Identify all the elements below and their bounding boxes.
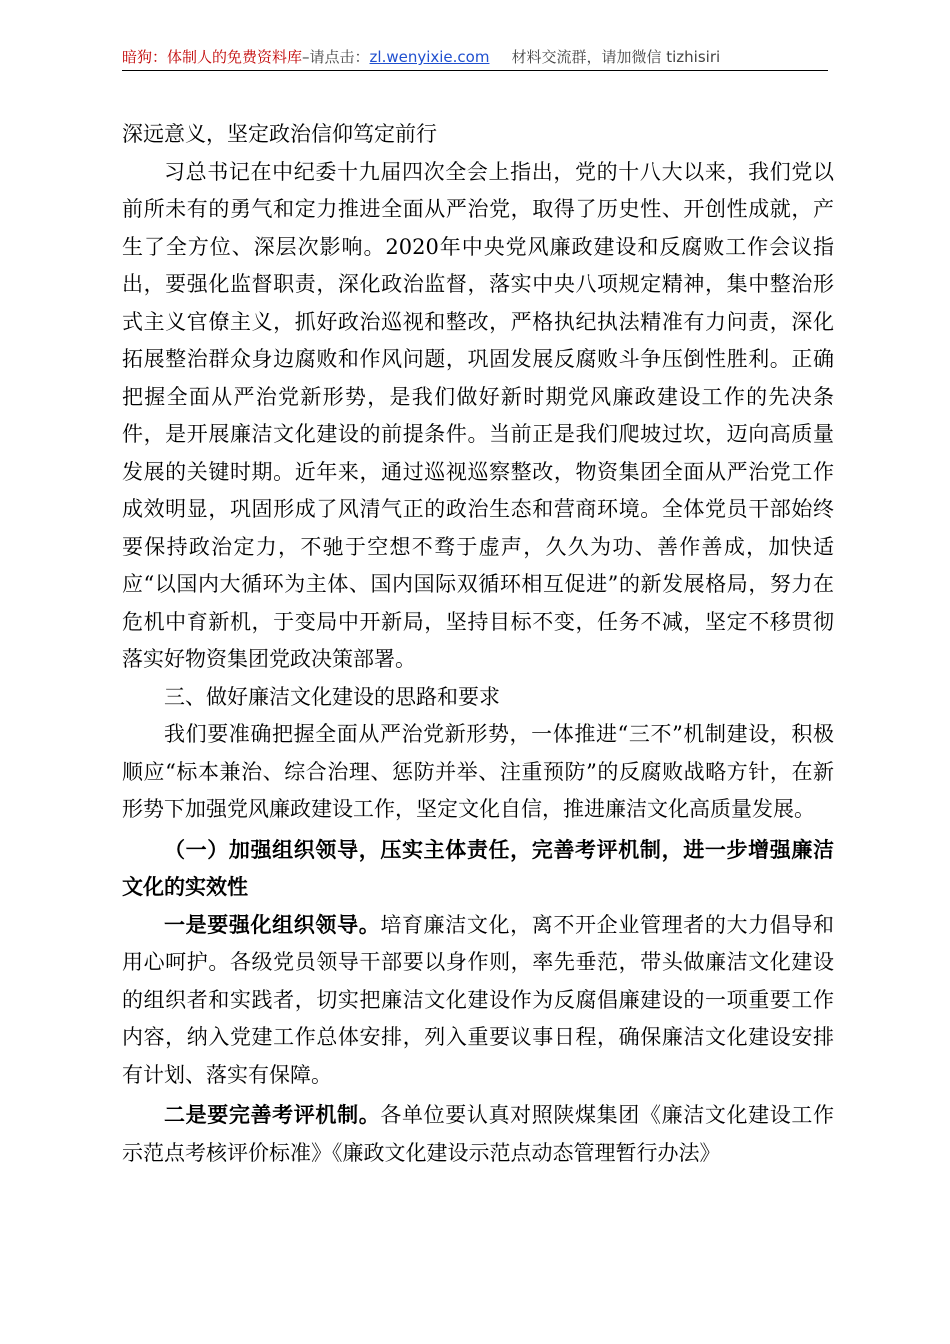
header-brand: 暗狗：体制人的免费资料库 (122, 48, 303, 66)
paragraph-item-2 (122, 1096, 834, 1172)
section-heading-3: 三、做好廉洁文化建设的思路和要求 (164, 684, 500, 709)
paragraph-item-1 (122, 906, 834, 1095)
document-body (122, 116, 834, 1172)
header-link[interactable]: zl.wenyixie.com (369, 48, 490, 66)
header-prompt: –请点击： (302, 48, 370, 66)
paragraph-situation: 习总书记在中纪委十九届四次全会上指出，党的十八大以来，我们党以前所未有的勇气和定力推进全面从严治党，取得了历史性、开创性成就，产生了全方位、深层次影响。2020年中央党风廉政建设和反腐败工作会议指出，要强化监督职责，深化政治监督，落实中央八项规定精神，集中整治形式主义官僚主义，抓好政治巡视和整改，严格执纪执法精准有力问责，深化拓展整治群众身边腐败和作风问题，巩固发展反腐败斗争压倒性胜利。正确把握全面从严治党新形势，是我们做好新时期党风廉政建设工作的先决条件，是开展廉洁文化建设的前提条件。当前正是我们爬坡过坎，迈向高质量发展的关键时期。近年来，通过巡视巡察整改，物资集团全面从严治党工作成效明显，巩固形成了风清气正的政治生态和营商环境。全体党员干部始终要保持政治定力，不驰于空想不骛于虚声，久久为功、善作善成，加快适应“以国内大循环为主体、国内国际双循环相互促进”的新发展格局，努力在危机中育新机，于变局中开新局，坚持目标不变，任务不减，坚定不移贯彻落实好物资集团党政决策部署。 (122, 159, 834, 671)
subsection-heading-1: （一）加强组织领导，压实主体责任，完善考评机制，进一步增强廉洁文化的实效性 (122, 836, 834, 899)
item-2-text: 各单位要认真对照陕煤集团《廉洁文化建设工作示范点考核评价标准》《廉政文化建设示范点动态管理暂行办法》 (122, 1103, 835, 1165)
item-1-lead: 一是要强化组织领导。 (164, 911, 381, 937)
paragraph-approach: 我们要准确把握全面从严治党新形势，一体推进“三不”机制建设，积极顺应“标本兼治、综合治理、惩防并举、注重预防”的反腐败战略方针，在新形势下加强党风廉政建设工作，坚定文化自信，推进廉洁文化高质量发展。 (122, 722, 834, 821)
header-contact: 材料交流群，请加微信 tizhisiri (511, 48, 721, 66)
item-2-lead: 二是要完善考评机制。 (164, 1102, 381, 1127)
item-1-text: 培育廉洁文化，离不开企业管理者的大力倡导和用心呵护。各级党员领导干部要以身作则，率先垂范，带头做廉洁文化建设的组织者和实践者，切实把廉洁文化建设作为反腐倡廉建设的一项重要工作内容，纳入党建工作总体安排，列入重要议事日程，确保廉洁文化建设安排有计划、落实有保障。 (122, 912, 835, 1087)
paragraph-continuation: 深远意义，坚定政治信仰笃定前行 (122, 122, 437, 146)
page-header (122, 44, 828, 71)
